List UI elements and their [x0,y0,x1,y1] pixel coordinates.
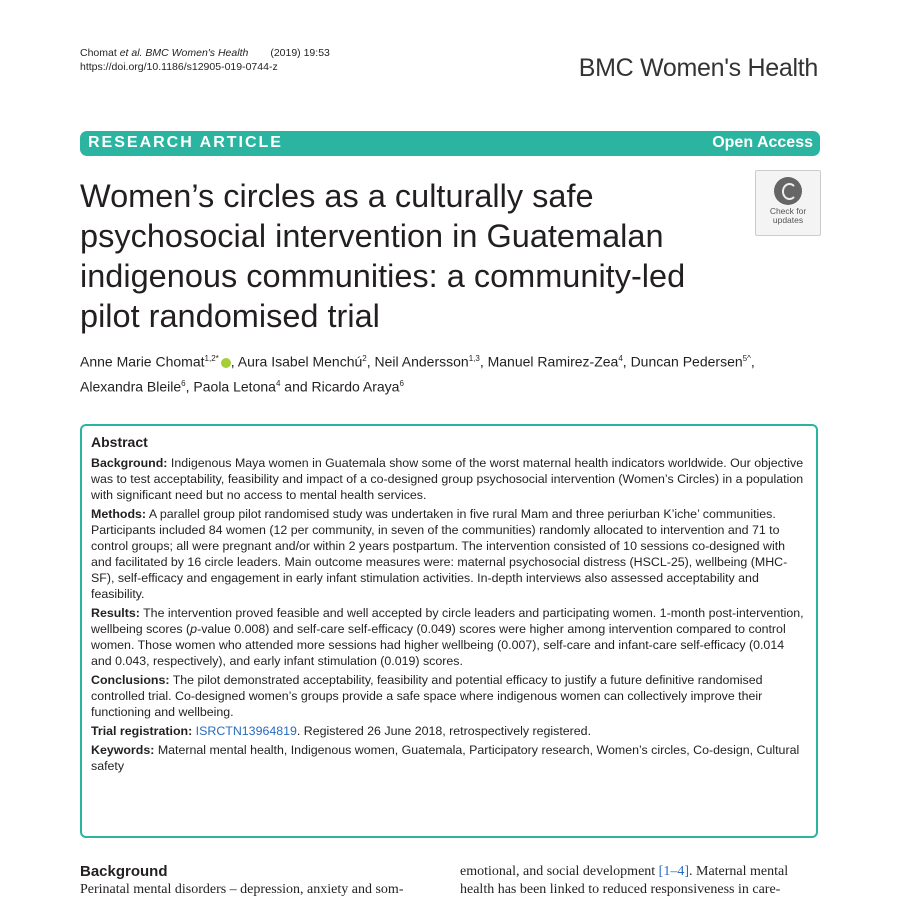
body-text-left: Perinatal mental disorders – depression, anxiety and som- [80,882,404,897]
article-type: RESEARCH ARTICLE [88,134,283,151]
author-name[interactable]: Paola Letona [193,378,276,395]
author-name[interactable]: Duncan Pedersen [630,353,743,370]
article-title: Women’s circles as a culturally safe psychosocial intervention in Guatemalan indigenous communities: a community-led pilot randomised trial [80,178,686,334]
reference-link[interactable]: [1–4] [658,864,689,879]
journal-name: BMC Women's Health [578,54,818,82]
abstract-box [80,424,818,838]
author-name[interactable]: Manuel Ramirez-Zea [487,353,619,370]
abstract-results: Results: The intervention proved feasible and well accepted by circle leaders and participating women. 1-month post-intervention, wellbeing scores (p-value 0.008) and self-care self-efficacy (0.049) scores were higher among intervention compared to control women. Those women who attended more sessions had higher wellbeing (0.007), self-care and infant-care self-efficacy (0.014 and 0.043, respectively), and early infant stimulation (0.019) scores. [91,606,804,668]
abstract-trial-registration: Trial registration: ISRCTN13964819. Registered 26 June 2018, retrospectively registered. [91,724,592,738]
author-name[interactable]: Alexandra Bleile [80,378,182,395]
abstract-keywords: Keywords: Maternal mental health, Indigenous women, Guatemala, Participatory research, Women’s circles, Co-design, Cultural safety [91,743,800,773]
abstract-methods: Methods: A parallel group pilot randomised study was undertaken in five rural Mam and three periurban K’iche’ communities. Participants included 84 women (12 per community, in seven of the communities) randomly allocated to intervention and 71 to control groups; all were pregnant and/or within 2 years postpartum. The intervention consisted of 10 sessions co-designed with and facilitated by 16 circle leaders. Main outcome measures were: maternal psychosocial distress (HSCL-25), wellbeing (MHC-SF), self-efficacy and engagement in early infant stimulation activities. In-depth interviews also assessed acceptability and feasibility. [91,507,788,601]
section-heading: Background [80,863,168,880]
author-name[interactable]: Anne Marie Chomat [80,353,205,370]
running-header [80,46,330,74]
orcid-icon[interactable] [221,358,231,368]
badge-line-2: updates [772,215,804,225]
check-for-updates-icon [774,177,802,205]
body-column-left [80,863,440,899]
author-name[interactable]: Aura Isabel Menchú [237,353,363,370]
trial-registration-link[interactable]: ISRCTN13964819 [195,724,297,738]
abstract-background: Background: Indigenous Maya women in Guatemala show some of the worst maternal health indicators worldwide. Our objective was to test acceptability, feasibility and impact of a co-designed group psychosocial intervention (Women’s Circles) in a population with significant need but no access to mental health services. [91,456,804,502]
header-author: Chomat [80,47,120,59]
body-column-right: emotional, and social development [1–4]. Maternal mental health has been linked to reduced responsiveness in care- [460,864,789,897]
abstract-conclusions: Conclusions: The pilot demonstrated acceptability, feasibility and potential efficacy to justify a future definitive randomised controlled trial. Co-designed women’s groups provide a safe space where indigenous women can collectively improve their functioning and wellbeing. [91,673,763,719]
author-list: Anne Marie Chomat$^{1,2*}$ , Aura Isabel Menchú$^2$, Neil Andersson$^{1,3}$, Manuel Ramirez-Zea$^4$, Duncan Pedersen$^{5\^{}}$, Alexandra Bleile$^6$, Paola Letona$^4$ and Ricardo Araya$^6$ [80,353,755,395]
article-banner [80,131,820,156]
header-et-al: et al. [119,47,143,59]
header-journal: BMC Women's Health [145,47,249,59]
check-for-updates-button[interactable] [755,170,821,236]
header-doi[interactable]: https://doi.org/10.1186/s12905-019-0744-z [80,61,278,73]
header-citation: (2019) 19:53 [270,47,330,59]
author-name[interactable]: Ricardo Araya [311,378,400,395]
badge-line-1: Check for [769,206,807,216]
open-access-label: Open Access [712,134,813,151]
abstract-heading: Abstract [91,434,148,450]
author-name[interactable]: Neil Andersson [374,353,469,370]
